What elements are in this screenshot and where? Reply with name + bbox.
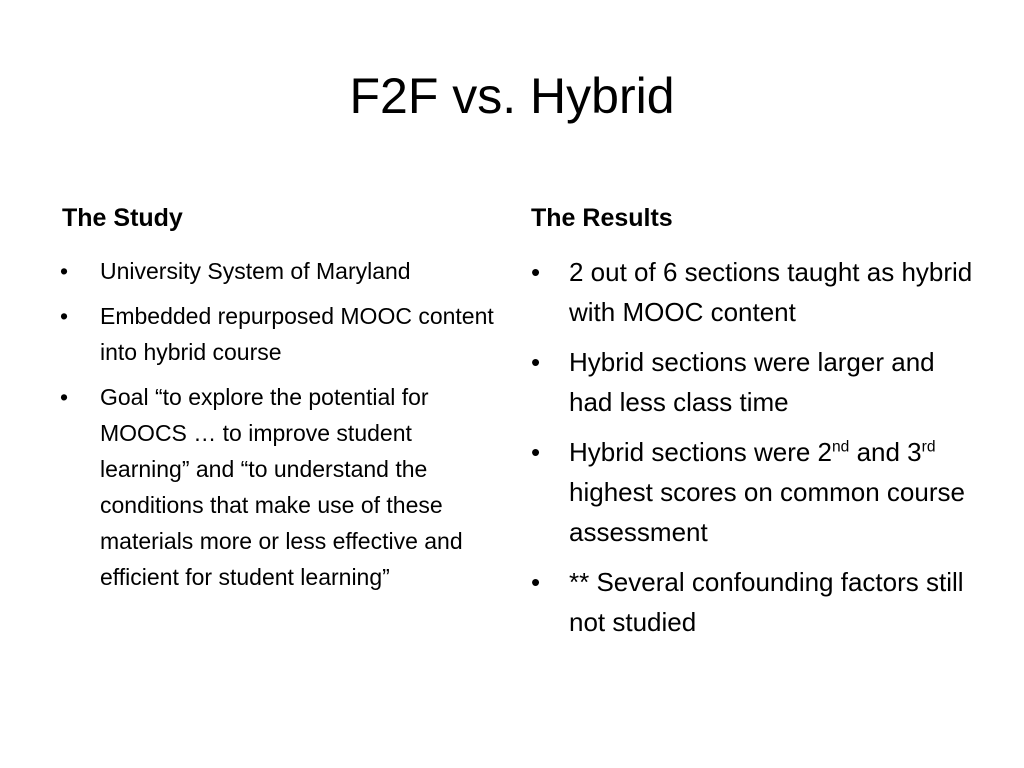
text-fragment: highest scores on common course assessment [569, 477, 965, 547]
list-item [531, 562, 979, 642]
list-item-text: Hybrid sections were larger and had less class time [569, 347, 935, 417]
right-bullet-list [531, 252, 979, 652]
list-item [531, 432, 979, 552]
list-item [531, 342, 979, 422]
superscript-nd: nd [832, 438, 850, 456]
bullet-icon: • [60, 303, 69, 329]
bullet-icon: • [531, 567, 541, 597]
bullet-icon: • [531, 257, 541, 287]
list-item [60, 253, 500, 289]
list-item [60, 298, 500, 370]
list-item-text [569, 437, 965, 547]
list-item-text: ** Several confounding factors still not studied [569, 567, 964, 637]
superscript-rd: rd [921, 438, 936, 456]
bullet-icon: • [60, 258, 69, 284]
list-item-text: Goal “to explore the potential for MOOCS … to improve student learning” and “to understand the conditions that make use of these materials more or less effective and efficient for student learning” [100, 384, 463, 590]
list-item-text: 2 out of 6 sections taught as hybrid with MOOC content [569, 257, 973, 327]
list-item [531, 252, 979, 332]
right-column-heading: The Results [531, 204, 673, 232]
text-fragment: Hybrid sections were 2 [569, 437, 832, 467]
left-column-heading: The Study [62, 204, 183, 232]
bullet-icon: • [531, 347, 541, 377]
list-item-text: University System of Maryland [100, 258, 411, 284]
slide-title: F2F vs. Hybrid [349, 68, 675, 124]
list-item-text: Embedded repurposed MOOC content into hybrid course [100, 303, 494, 365]
left-bullet-list [60, 253, 500, 604]
text-fragment: and 3 [849, 437, 922, 467]
bullet-icon: • [60, 384, 69, 410]
bullet-icon: • [531, 437, 541, 467]
list-item [60, 379, 500, 595]
